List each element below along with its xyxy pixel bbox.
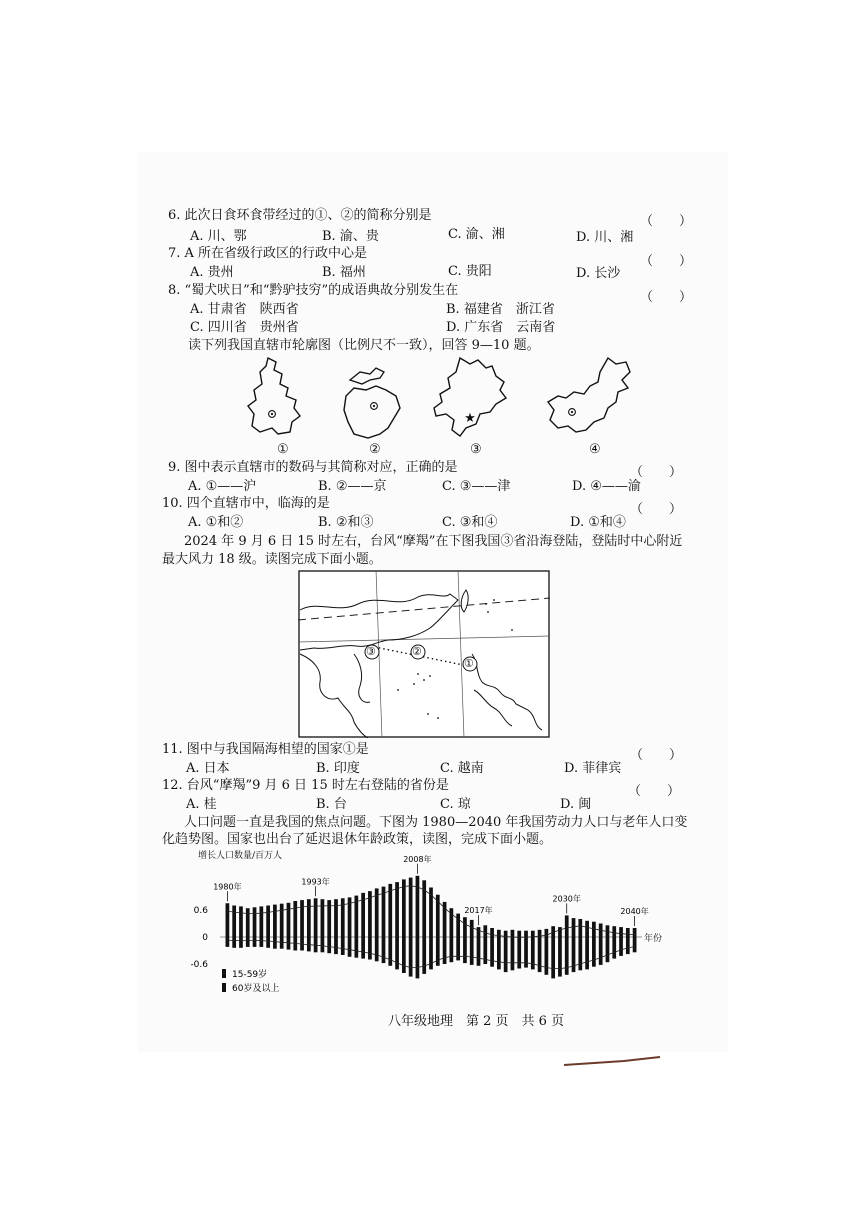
bar-elderly-2003 bbox=[382, 937, 386, 963]
question-10-stem: 10. 四个直辖市中，临海的是 bbox=[162, 496, 330, 511]
bar-working-age-2007 bbox=[409, 878, 413, 937]
bar-working-age-2029 bbox=[558, 927, 562, 937]
bar-elderly-2004 bbox=[388, 937, 392, 966]
q8-option-d: D. 广东省 云南省 bbox=[446, 320, 556, 335]
y-tick-label: -0.6 bbox=[190, 960, 208, 970]
bar-working-age-2004 bbox=[388, 884, 392, 937]
q8-option-c: C. 四川省 贵州省 bbox=[190, 320, 299, 335]
legend-label: 15-59岁 bbox=[232, 970, 268, 980]
bar-elderly-2034 bbox=[592, 937, 596, 967]
q10-option-b: B. ②和③ bbox=[318, 515, 374, 530]
intro-9-10: 读下列我国直辖市轮廓图（比例尺不一致），回答 9—10 题。 bbox=[188, 338, 540, 353]
bar-elderly-2033 bbox=[585, 937, 589, 969]
chart-bars bbox=[220, 876, 642, 979]
bar-elderly-2009 bbox=[422, 937, 426, 974]
q7-option-d: D. 长沙 bbox=[576, 266, 621, 281]
y-tick-labels bbox=[190, 906, 208, 970]
bar-working-age-2018 bbox=[483, 925, 487, 937]
q9-option-d: D. ④——渝 bbox=[572, 479, 641, 494]
question-8-stem: 8. “蜀犬吠日”和“黔驴技穷”的成语典故分别发生在 bbox=[168, 283, 459, 298]
bar-elderly-2016 bbox=[470, 937, 474, 965]
question-6-stem: 6. 此次日食环食带经过的①、②的简称分别是 bbox=[168, 208, 432, 223]
q12-option-d: D. 闽 bbox=[560, 797, 592, 812]
bar-working-age-2016 bbox=[470, 920, 474, 937]
question-11-stem: 11. 图中与我国隔海相望的国家①是 bbox=[162, 742, 369, 757]
chart-xlabel: 年份 bbox=[644, 934, 663, 944]
bar-elderly-2031 bbox=[572, 937, 576, 972]
bar-elderly-2017 bbox=[477, 937, 481, 966]
bar-elderly-1984 bbox=[253, 937, 257, 947]
intro-13-line2: 化趋势图。国家也出台了延迟退休年龄政策，读图，完成下面小题。 bbox=[162, 832, 553, 847]
bar-elderly-2028 bbox=[551, 937, 555, 978]
municipality-shape-2 bbox=[340, 360, 408, 442]
bar-elderly-2019 bbox=[490, 937, 494, 967]
question-9-stem: 9. 图中表示直辖市的数码与其简称对应，正确的是 bbox=[168, 460, 458, 475]
bar-elderly-1980 bbox=[226, 937, 230, 947]
bar-elderly-2026 bbox=[538, 937, 542, 972]
bar-working-age-1982 bbox=[239, 906, 243, 937]
q11-option-a: A. 日本 bbox=[186, 761, 230, 776]
bar-working-age-2037 bbox=[612, 926, 616, 937]
bar-working-age-2030 bbox=[565, 915, 569, 937]
bar-elderly-2040 bbox=[633, 937, 637, 952]
question-12-stem: 12. 台风“摩羯”9 月 6 日 15 时左右登陆的省份是 bbox=[162, 778, 449, 793]
intro-11-12-line2: 最大风力 18 级。读图完成下面小题。 bbox=[162, 552, 382, 567]
bar-elderly-2011 bbox=[436, 937, 440, 966]
bar-elderly-1981 bbox=[232, 937, 236, 948]
bar-working-age-2023 bbox=[517, 931, 521, 937]
chart-ylabel: 增长人口数量/百万人 bbox=[198, 851, 283, 861]
bar-working-age-1990 bbox=[293, 901, 297, 937]
year-annotation: 2030年 bbox=[552, 894, 581, 904]
q6-option-c: C. 渝、湘 bbox=[448, 227, 505, 242]
bar-working-age-1996 bbox=[334, 899, 338, 937]
legend-swatch bbox=[222, 969, 226, 978]
bar-elderly-2001 bbox=[368, 937, 372, 960]
bar-working-age-1992 bbox=[307, 899, 311, 937]
bar-elderly-2007 bbox=[409, 937, 413, 977]
q6-option-d: D. 川、湘 bbox=[576, 230, 634, 245]
q10-option-c: C. ③和④ bbox=[442, 515, 498, 530]
q7-option-b: B. 福州 bbox=[322, 265, 366, 280]
bar-elderly-2032 bbox=[578, 937, 582, 970]
bar-working-age-2019 bbox=[490, 928, 494, 937]
bar-working-age-1988 bbox=[280, 904, 284, 937]
bar-elderly-2015 bbox=[463, 937, 467, 963]
bar-elderly-1999 bbox=[354, 937, 358, 958]
bar-elderly-2029 bbox=[558, 937, 562, 977]
bar-elderly-1995 bbox=[327, 937, 331, 953]
bar-working-age-2006 bbox=[402, 879, 406, 937]
bar-elderly-1987 bbox=[273, 937, 277, 949]
y-tick-label: 0 bbox=[202, 933, 208, 943]
answer-paren-7: （ ） bbox=[640, 254, 693, 269]
answer-paren-9: （ ） bbox=[630, 465, 683, 480]
bar-elderly-2035 bbox=[599, 937, 603, 965]
bar-working-age-2032 bbox=[578, 919, 582, 937]
bar-working-age-2005 bbox=[395, 882, 399, 937]
q7-option-a: A. 贵州 bbox=[190, 265, 234, 280]
bar-elderly-1994 bbox=[321, 937, 325, 952]
q12-option-b: B. 台 bbox=[316, 797, 347, 812]
q9-option-b: B. ②——京 bbox=[318, 479, 387, 494]
bar-working-age-1981 bbox=[232, 906, 236, 938]
bar-working-age-1991 bbox=[300, 900, 304, 937]
q8-option-a: A. 甘肃省 陕西省 bbox=[190, 302, 299, 317]
q9-option-c: C. ③——津 bbox=[442, 479, 511, 494]
bar-elderly-2006 bbox=[402, 937, 406, 973]
q8-option-b: B. 福建省 浙江省 bbox=[446, 302, 555, 317]
shape-label-2: ② bbox=[369, 442, 381, 457]
bar-working-age-2031 bbox=[572, 918, 576, 937]
bar-elderly-2010 bbox=[429, 937, 433, 969]
shape-label-4: ④ bbox=[589, 442, 601, 457]
bar-elderly-2020 bbox=[497, 937, 501, 969]
q6-option-b: B. 渝、贵 bbox=[322, 229, 379, 244]
bar-elderly-1985 bbox=[259, 937, 263, 947]
bar-elderly-2036 bbox=[606, 937, 610, 962]
answer-paren-6: （ ） bbox=[640, 214, 693, 229]
municipality-shape-3 bbox=[430, 354, 512, 440]
bar-elderly-2027 bbox=[545, 937, 549, 975]
bar-elderly-2008 bbox=[416, 937, 420, 978]
bar-working-age-2024 bbox=[524, 931, 528, 937]
legend-label: 60岁及以上 bbox=[232, 984, 280, 994]
bar-elderly-2013 bbox=[449, 937, 453, 962]
bar-working-age-1980 bbox=[226, 903, 230, 937]
map-label-1: ① bbox=[464, 657, 474, 670]
bar-working-age-1983 bbox=[246, 908, 250, 937]
q10-option-d: D. ①和④ bbox=[570, 515, 626, 530]
bar-elderly-2002 bbox=[375, 937, 379, 961]
map-label-3: ③ bbox=[366, 645, 376, 658]
bar-elderly-1988 bbox=[280, 937, 284, 949]
svg-text:★: ★ bbox=[464, 411, 476, 426]
year-annotation: 2008年 bbox=[403, 854, 432, 864]
shape-label-1: ① bbox=[277, 442, 289, 457]
q7-option-c: C. 贵阳 bbox=[448, 264, 492, 279]
page-footer: 八年级地理 第 2 页 共 6 页 bbox=[388, 1014, 565, 1029]
q12-option-c: C. 琼 bbox=[440, 797, 471, 812]
map-label-2: ② bbox=[412, 645, 422, 658]
bar-working-age-2025 bbox=[531, 931, 535, 937]
bar-working-age-1989 bbox=[287, 903, 291, 937]
bar-working-age-2003 bbox=[382, 887, 386, 937]
answer-paren-10: （ ） bbox=[630, 502, 683, 517]
bar-working-age-2033 bbox=[585, 921, 589, 937]
typhoon-map bbox=[298, 570, 550, 738]
scan-mark bbox=[564, 1054, 664, 1068]
bar-working-age-2038 bbox=[619, 927, 623, 937]
shape-label-3: ③ bbox=[470, 442, 482, 457]
municipality-shape-4 bbox=[546, 356, 636, 440]
bar-elderly-2030 bbox=[565, 937, 569, 975]
bar-elderly-2021 bbox=[504, 937, 508, 972]
year-annotation: 1980年 bbox=[213, 882, 242, 892]
bar-working-age-1997 bbox=[341, 898, 345, 937]
q11-option-b: B. 印度 bbox=[316, 761, 360, 776]
bar-elderly-2012 bbox=[443, 937, 447, 964]
bar-working-age-2040 bbox=[633, 928, 637, 937]
q11-option-c: C. 越南 bbox=[440, 761, 484, 776]
q6-option-a: A. 川、鄂 bbox=[190, 229, 247, 244]
year-annotation: 2017年 bbox=[464, 906, 493, 916]
answer-paren-12: （ ） bbox=[628, 784, 681, 799]
bar-elderly-1993 bbox=[314, 937, 318, 952]
bar-working-age-1984 bbox=[253, 907, 257, 937]
q11-option-d: D. 菲律宾 bbox=[564, 761, 622, 776]
bar-elderly-1998 bbox=[348, 937, 352, 957]
bar-elderly-1982 bbox=[239, 937, 243, 948]
year-annotation: 2040年 bbox=[620, 907, 649, 916]
bar-working-age-2014 bbox=[456, 914, 460, 937]
bar-elderly-1996 bbox=[334, 937, 338, 954]
bar-working-age-2015 bbox=[463, 917, 467, 937]
bar-elderly-1986 bbox=[266, 937, 270, 948]
answer-paren-8: （ ） bbox=[640, 290, 693, 305]
population-chart bbox=[186, 848, 666, 1008]
bar-working-age-1985 bbox=[259, 906, 263, 937]
chart-legend bbox=[222, 968, 279, 994]
bar-working-age-2009 bbox=[422, 880, 426, 937]
question-7-stem: 7. A 所在省级行政区的行政中心是 bbox=[168, 246, 368, 261]
legend-swatch bbox=[222, 983, 226, 992]
year-annotation: 1993年 bbox=[301, 877, 330, 887]
bar-working-age-2022 bbox=[511, 930, 515, 937]
y-tick-label: 0.6 bbox=[193, 906, 208, 916]
bar-elderly-2039 bbox=[626, 937, 630, 954]
bar-elderly-2022 bbox=[511, 937, 515, 970]
bar-elderly-1997 bbox=[341, 937, 345, 955]
q9-option-a: A. ①——沪 bbox=[188, 479, 257, 494]
q10-option-a: A. ①和② bbox=[188, 515, 244, 530]
population-chart-svg bbox=[186, 848, 666, 1008]
bar-elderly-2038 bbox=[619, 937, 623, 956]
bar-elderly-2005 bbox=[395, 937, 399, 969]
bar-working-age-1987 bbox=[273, 905, 277, 937]
bar-elderly-1983 bbox=[246, 937, 250, 947]
bar-working-age-2017 bbox=[477, 927, 481, 937]
bar-elderly-2000 bbox=[361, 937, 365, 959]
q12-option-a: A. 桂 bbox=[186, 797, 217, 812]
bar-working-age-2008 bbox=[416, 876, 420, 937]
bar-working-age-1986 bbox=[266, 906, 270, 938]
bar-elderly-2037 bbox=[612, 937, 616, 959]
municipality-shape-1 bbox=[246, 356, 306, 440]
bar-elderly-2025 bbox=[531, 937, 535, 969]
answer-paren-11: （ ） bbox=[630, 748, 683, 763]
intro-13-line1: 人口问题一直是我国的焦点问题。下图为 1980—2040 年我国劳动力人口与老年人口变 bbox=[184, 815, 688, 830]
bar-working-age-2039 bbox=[626, 928, 630, 937]
bar-elderly-2023 bbox=[517, 937, 521, 969]
bar-elderly-2014 bbox=[456, 937, 460, 960]
bar-working-age-1994 bbox=[321, 899, 325, 937]
bar-working-age-1993 bbox=[314, 898, 318, 937]
intro-11-12-line1: 2024 年 9 月 6 日 15 时左右，台风“摩羯”在下图我国③省沿海登陆，登陆时中心附近 bbox=[184, 534, 683, 549]
